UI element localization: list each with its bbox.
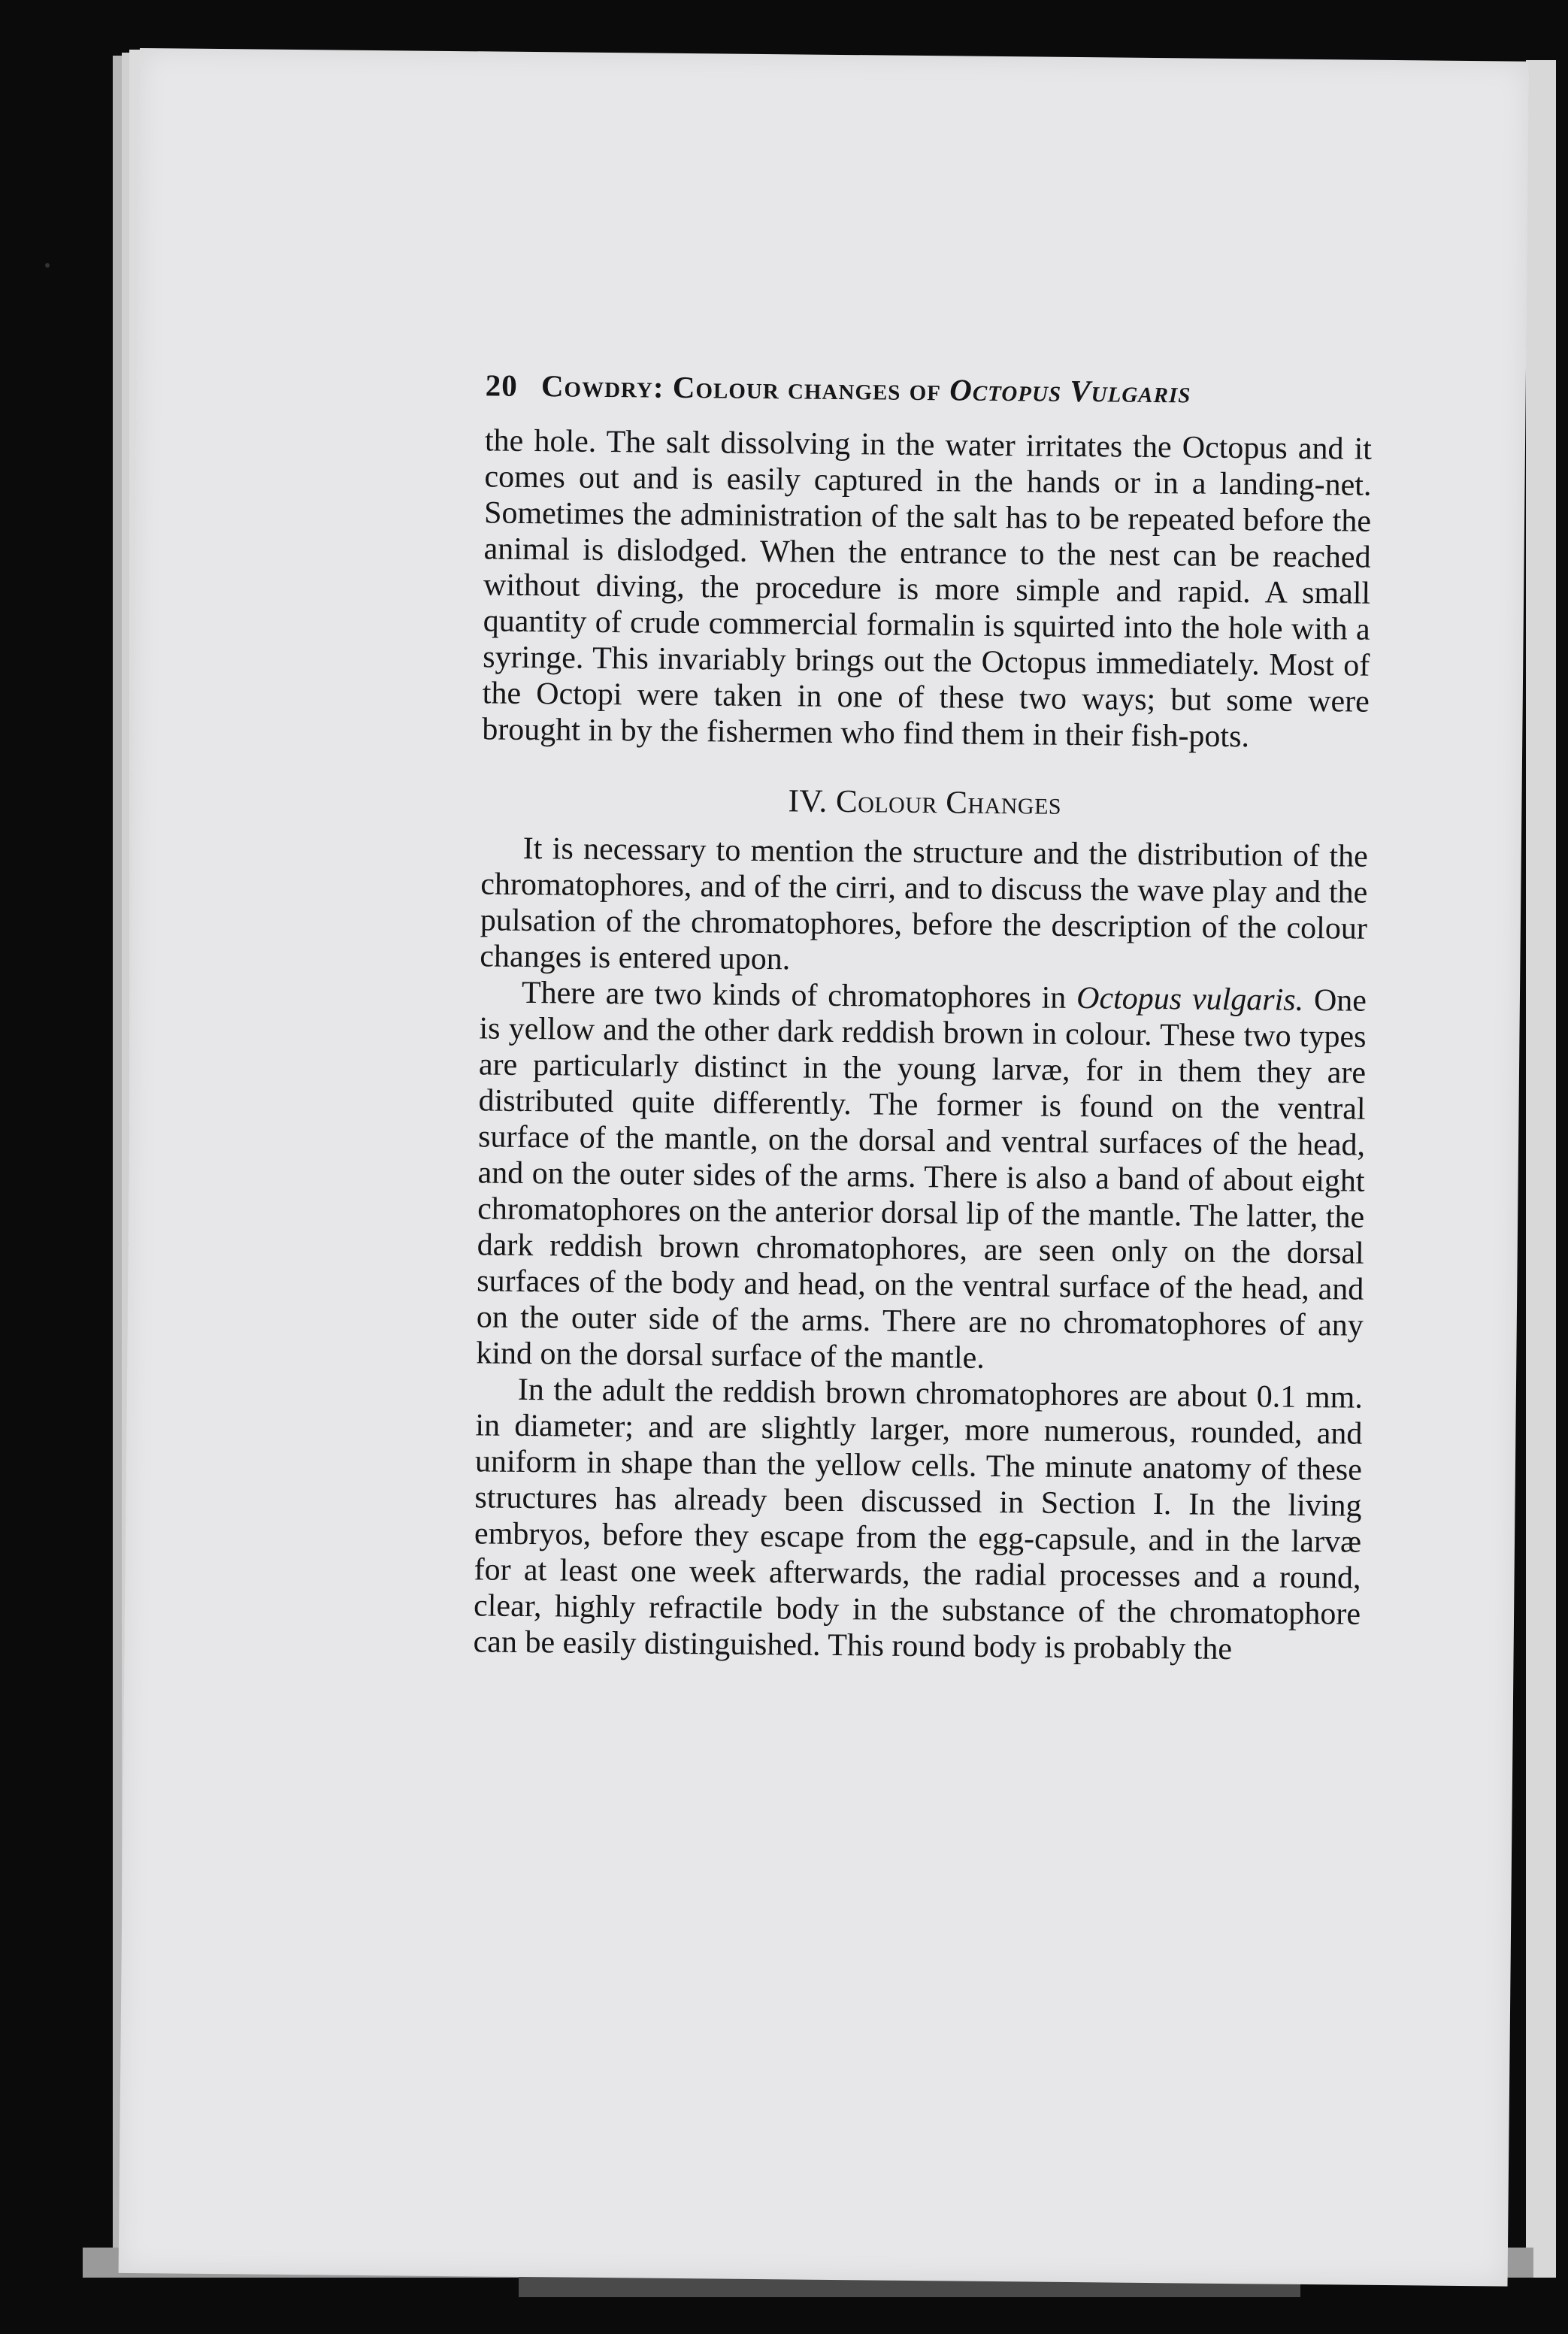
running-head-author: Cowdry: — [540, 368, 664, 404]
paragraph-lead-text: There are two kinds of chromatophores in — [521, 975, 1067, 1016]
paragraph-continuation: the hole. The salt dissolving in the water irritates the Octopus and it comes out and is easily captured in the hands or in a landing-net. Sometimes the administration of the salt has to be repeated before the animal is dislodged. When the entrance to the nest can be reached without diving, the procedure is more simple and rapid. A small quantity of crude commercial formalin is squirted into the hole with a syringe. This invariably brings out the Octopus immediately. Most of the Octopi were taken in one of these two ways; but some were brought in by the fishermen who find them in their fish-pots. — [482, 423, 1373, 755]
scan-speck — [45, 263, 50, 268]
page-number: 20 — [485, 368, 518, 403]
section-heading: IV. Colour Changes — [788, 783, 1062, 822]
paragraph-adult-chromatophores: In the adult the reddish brown chromatophores are about 0.1 mm. in diameter; and are slightly larger, more numerous, rounded, and uniform in shape than the yellow cells. The minute anatomy of these structures has already been discussed in Section I. In the living embryos, before they escape from the egg-capsule, and in the larvæ for at least one week afterwards, the radial processes and a round, clear, highly refractile body in the substance of the chromatophore can be easily distinguished. This round body is probably the — [473, 1372, 1364, 1667]
paragraph-structure-intro: It is necessary to mention the structure and the distribution of the chromatophores, and of the cirri, and to discuss the wave play and the pulsation of the chromatophores, before the description of the colour changes is entered upon. — [480, 831, 1368, 977]
running-head — [485, 367, 1372, 411]
book-page — [119, 48, 1529, 2287]
running-head-species: Octopus Vulgaris — [949, 372, 1191, 410]
page-stack-edge — [113, 56, 122, 2266]
paragraph-body-text: One is yellow and the other dark reddish brown in colour. These two types are particularly distinct in the young larvæ, for in them they are distributed quite differently. The former is found on the ventral surface of the mantle, on the dorsal and ventral surfaces of the head, and on the outer sides of the arms. There is also a band of about eight chromatophores on the anterior dorsal lip of the mantle. The latter, the dark reddish brown chromatophores, are seen only on the dorsal surfaces of the body and head, on the ventral surface of the head, and on the outer side of the arms. There are no chromatophores of any kind on the dorsal surface of the mantle. — [476, 983, 1367, 1376]
page-content — [473, 367, 1372, 1668]
page-right-edge — [1526, 60, 1556, 2278]
paragraph-chromatophore-kinds — [476, 974, 1367, 1379]
species-name-italic: Octopus vulgaris. — [1076, 981, 1304, 1018]
running-head-title: Colour changes of — [672, 369, 942, 407]
